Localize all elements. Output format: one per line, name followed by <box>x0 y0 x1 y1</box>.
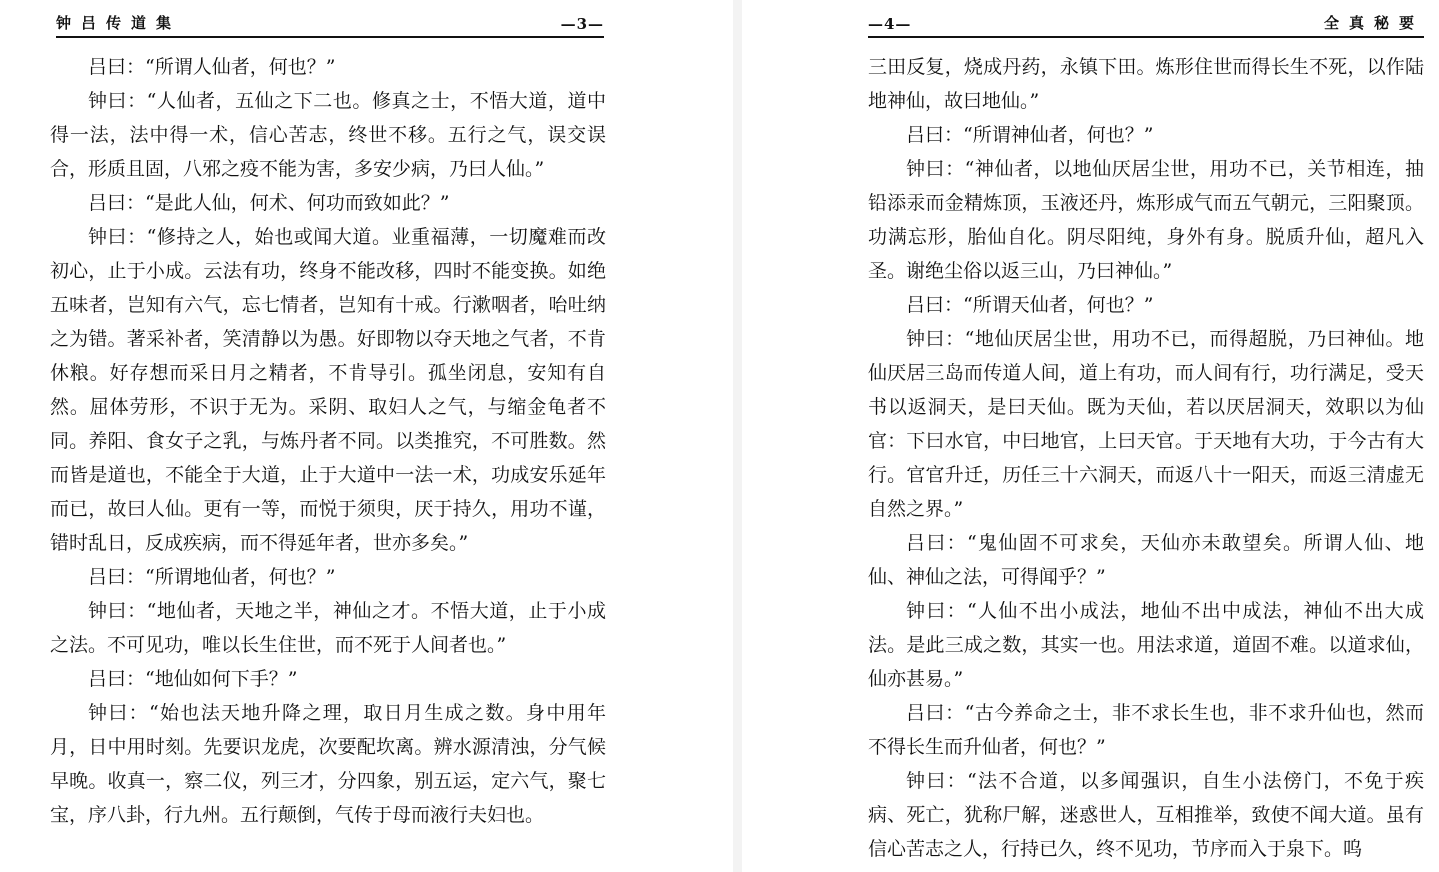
paragraph: 吕曰：“所谓地仙者，何也？” <box>88 566 336 588</box>
paragraph: 吕曰：“所谓天仙者，何也？” <box>906 294 1154 316</box>
paragraph: 钟曰：“地仙者，天地之半，神仙之才。不悟大道，止于小成之法。不可见功，唯以长生住世，而不死于人间者也。” <box>50 600 606 656</box>
page-gutter <box>733 0 742 872</box>
paragraph: 钟曰：“修持之人，始也或闻大道。业重福薄，一切魔难而改初心，止于小成。云法有功，终身不能改移，四时不能变换。如绝五味者，岂知有六气，忘七情者，岂知有十戒。行漱咽者，咍吐纳之为错。著采补者，笑清静以为愚。好即物以夺天地之气者，不肯休粮。好存想而采日月之精者，不肯导引。孤坐闭息，安知有自然。屈体劳形，不识于无为。采阴、取妇人之气，与缩金龟者不同。养阳、食女子之乳，与炼丹者不同。以类推究，不可胜数。然而皆是道也，不能全于大道，止于大道中一法一术，功成安乐延年而已，故曰人仙。更有一等，而悦于须臾，厌于持久，用功不谨，错时乱日，反成疾病，而不得延年者，世亦多矣。” <box>50 226 606 554</box>
paragraph: 钟曰：“人仙不出小成法，地仙不出中成法，神仙不出大成法。是此三成之数，其实一也。用法求道，道固不难。以道求仙，仙亦甚易。” <box>868 600 1424 690</box>
right-page <box>742 0 1439 872</box>
paragraph: 吕曰：“古今养命之士，非不求长生也，非不求升仙也，然而不得长生而升仙者，何也？” <box>868 702 1424 758</box>
right-page-body <box>868 50 1424 866</box>
paragraph: 吕曰：“所谓神仙者，何也？” <box>906 124 1154 146</box>
left-page-body <box>50 50 606 832</box>
paragraph: 钟曰：“人仙者，五仙之下二也。修真之士，不悟大道，道中得一法，法中得一术，信心苦志，终世不移。五行之气，误交误合，形质且固，八邪之疫不能为害，多安少病，乃曰人仙。” <box>50 90 606 180</box>
paragraph: 吕曰：“是此人仙，何术、何功而致如此？” <box>88 192 450 214</box>
left-page-header <box>56 12 604 38</box>
paragraph: 钟曰：“法不合道，以多闻强识，自生小法傍门，不免于疾病、死亡，犹称尸解，迷惑世人，互相推举，致使不闻大道。虽有信心苦志之人，行持已久，终不见功，节序而入于泉下。呜 <box>868 770 1424 860</box>
running-title: 钟吕传道集 <box>56 14 182 32</box>
paragraph: 钟曰：“始也法天地升降之理，取日月生成之数。身中用年月，日中用时刻。先要识龙虎，次要配坎离。辨水源清浊，分气候早晚。收真一，察二仪，列三才，分四象，别五运，定六气，聚七宝，序八卦，行九州。五行颠倒，气传于母而液行夫妇也。 <box>50 702 606 826</box>
page-number: —4— <box>868 15 912 33</box>
paragraph: 吕曰：“鬼仙固不可求矣，天仙亦未敢望矣。所谓人仙、地仙、神仙之法，可得闻乎？” <box>868 532 1424 588</box>
right-page-header <box>868 12 1424 38</box>
paragraph: 三田反复，烧成丹药，永镇下田。炼形住世而得长生不死，以作陆地神仙，故曰地仙。” <box>868 56 1424 112</box>
paragraph: 吕曰：“所谓人仙者，何也？” <box>88 56 336 78</box>
paragraph: 钟曰：“地仙厌居尘世，用功不已，而得超脱，乃曰神仙。地仙厌居三岛而传道人间，道上有功，而人间有行，功行满足，受天书以返洞天，是曰天仙。既为天仙，若以厌居洞天，效职以为仙官：下曰水官，中曰地官，上曰天官。于天地有大功，于今古有大行。官官升迁，历任三十六洞天，而返八十一阳天，而返三清虚无自然之界。” <box>868 328 1424 520</box>
paragraph: 吕曰：“地仙如何下手？” <box>88 668 298 690</box>
running-title: 全真秘要 <box>1323 14 1424 32</box>
page-number: —3— <box>560 15 604 33</box>
paragraph: 钟曰：“神仙者，以地仙厌居尘世，用功不已，关节相连，抽铅添汞而金精炼顶，玉液还丹，炼形成气而五气朝元，三阳聚顶。功满忘形，胎仙自化。阴尽阳纯，身外有身。脱质升仙，超凡入圣。谢绝尘俗以返三山，乃曰神仙。” <box>868 158 1424 282</box>
